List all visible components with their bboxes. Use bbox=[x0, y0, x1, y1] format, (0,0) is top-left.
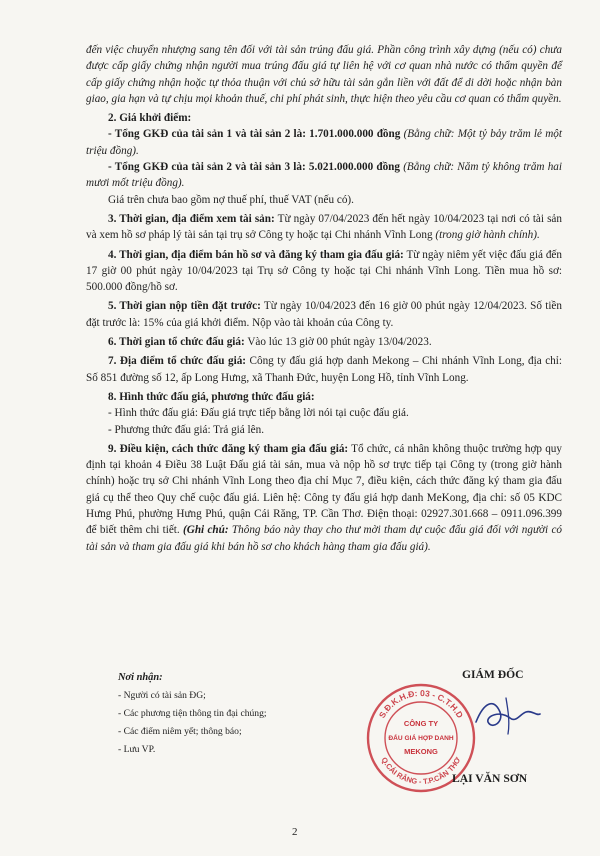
handwritten-signature-icon bbox=[470, 692, 542, 740]
section-5-text: Từ ngày 10/04/2023 đến 16 giờ 00 phút ngày 12/04/2023. Số tiền đặt trước là: 15% của giá khởi điểm. Nộp vào tài khoản của Công ty. bbox=[86, 300, 562, 329]
section-5 bbox=[86, 298, 562, 331]
signer-name: LẠI VĂN SƠN bbox=[452, 772, 528, 785]
document-body bbox=[86, 42, 562, 555]
section-7-heading: 7. Địa điểm tổ chức đấu giá: bbox=[108, 355, 247, 368]
section-2-item-2 bbox=[86, 159, 562, 192]
seal-line-1: CÔNG TY bbox=[403, 719, 439, 728]
section-9-note-label: (Ghi chú: bbox=[183, 524, 229, 537]
section-3 bbox=[86, 211, 562, 244]
signature-title: GIÁM ĐỐC bbox=[462, 668, 524, 681]
section-3-text: Từ ngày 07/04/2023 đến hết ngày 10/04/2023 tại nơi có tài sản và xem hồ sơ pháp lý tài sản tại trụ sở Công ty hoặc tại Chi nhánh Vĩnh Long bbox=[86, 212, 562, 242]
section-9 bbox=[86, 441, 562, 555]
section-2-item-2-value: - Tổng GKĐ của tài sản 2 và tài sản 3 là: 5.021.000.000 đồng bbox=[108, 161, 400, 174]
recipients-block bbox=[118, 669, 267, 759]
section-8-heading: 8. Hình thức đấu giá, phương thức đấu giá: bbox=[108, 390, 315, 403]
section-9-note-text: Thông báo này thay cho thư mời tham dự cuộc đấu giá đối với người có tài sản và tham gia đấu giá khi bán hồ sơ cho khách hàng tham gia đấu giá). bbox=[86, 524, 562, 553]
recipient-item: - Các phương tiện thông tin đại chúng; bbox=[118, 708, 267, 719]
seal-bottom-text: Q.CÁI RĂNG - T.P.CẦN THƠ bbox=[379, 755, 463, 787]
section-4-heading: 4. Thời gian, địa điểm bán hồ sơ và đăng ký tham gia đấu giá: bbox=[108, 248, 404, 261]
section-3-italic: (trong giờ hành chính). bbox=[435, 229, 540, 242]
section-8-item-2: - Phương thức đấu giá: Trả giá lên. bbox=[108, 423, 265, 436]
section-2-item-1 bbox=[86, 126, 562, 159]
section-2-item-1-words: (Bằng chữ: Một tỷ bảy trăm lẻ một triệu đồng). bbox=[86, 128, 562, 157]
section-8-item-1: - Hình thức đấu giá: Đấu giá trực tiếp bằng lời nói tại cuộc đấu giá. bbox=[108, 407, 409, 420]
seal-line-3: MEKONG bbox=[404, 747, 438, 756]
section-4-text: Từ ngày niêm yết việc đấu giá đến 17 giờ 00 phút ngày 10/04/2023 tại Trụ sở Công ty hoặc tại Chi nhánh Vĩnh Long. Tiền mua hồ sơ: 500.000 đồng/hồ sơ. bbox=[86, 248, 562, 294]
page-number: 2 bbox=[292, 826, 298, 838]
section-2-item-1-value: - Tổng GKĐ của tài sản 1 và tài sản 2 là: 1.701.000.000 đồng bbox=[108, 128, 401, 141]
recipient-item: - Lưu VP. bbox=[118, 744, 156, 755]
section-6-heading: 6. Thời gian tổ chức đấu giá: bbox=[108, 336, 245, 349]
section-5-heading: 5. Thời gian nộp tiền đặt trước: bbox=[108, 300, 261, 313]
recipients-title: Nơi nhận: bbox=[118, 672, 163, 683]
section-2-note: Giá trên chưa bao gồm nợ thuế phí, thuế VAT (nếu có). bbox=[108, 193, 354, 206]
section-9-heading: 9. Điều kiện, cách thức đăng ký tham gia đấu giá: bbox=[108, 442, 349, 455]
section-2-heading: 2. Giá khởi điểm: bbox=[108, 112, 192, 125]
section-6 bbox=[86, 334, 562, 350]
recipient-item: - Các điểm niêm yết; thông báo; bbox=[118, 726, 242, 737]
intro-paragraph: đến việc chuyển nhượng sang tên đối với tài sản trúng đấu giá. Phần công trình xây dựng (nếu có) chưa được cấp giấy chứng nhận người mua trúng đấu giá tự liên hệ với cơ quan nhà nước có thẩm quyền để cấp giấy chứng nhận hoặc tự thỏa thuận với chủ sở hữu tài sản gắn liền với đất để di dời hoặc nhận bàn giao, gia hạn và tự chịu mọi khoản thuế, chi phí phát sinh, thực hiện theo yêu cầu cơ quan có thẩm quyền. bbox=[86, 44, 562, 105]
section-6-text: Vào lúc 13 giờ 00 phút ngày 13/04/2023. bbox=[247, 336, 432, 349]
svg-text:S.Đ.K.H.Đ: 03 - C.T.H.D bbox=[377, 688, 466, 720]
section-7 bbox=[86, 353, 562, 386]
recipient-item: - Người có tài sản ĐG; bbox=[118, 690, 206, 701]
section-9-text: Tổ chức, cá nhân không thuộc trường hợp quy định tại khoản 4 Điều 38 Luật Đấu giá tài sản, mua và nộp hồ sơ trực tiếp tại Công ty (trong giờ hành chính) hoặc trụ sở Chi nhánh Vĩnh Long theo địa chỉ Mục 7, điều kiện, cách thức đăng ký tham gia đấu giá cụ thể theo Quy chế cuộc đấu giá. Liên hệ: Công ty đấu giá hợp danh MeKong, địa chỉ: số 05 KDC Hưng Phú, phường Hưng Phú, quận Cái Răng, TP. Cần Thơ. Điện thoại: 02927.301.668 – 0911.096.399 để biết thêm chi tiết. bbox=[86, 442, 562, 537]
section-7-text: Công ty đấu giá hợp danh Mekong – Chi nhánh Vĩnh Long, địa chỉ: Số 851 đường số 12, ấp Long Hưng, xã Thanh Đức, huyện Long Hồ, tỉnh Vĩnh Long. bbox=[86, 355, 562, 384]
section-2-item-2-words: (Bằng chữ: Năm tỷ không trăm hai mươi mốt triệu đồng). bbox=[86, 161, 562, 190]
seal-top-text: S.Đ.K.H.Đ: 03 - C.T.H.D bbox=[376, 687, 466, 720]
section-4 bbox=[86, 247, 562, 296]
section-3-heading: 3. Thời gian, địa điểm xem tài sản: bbox=[108, 212, 275, 225]
seal-line-2: ĐẤU GIÁ HỢP DANH bbox=[388, 735, 454, 742]
